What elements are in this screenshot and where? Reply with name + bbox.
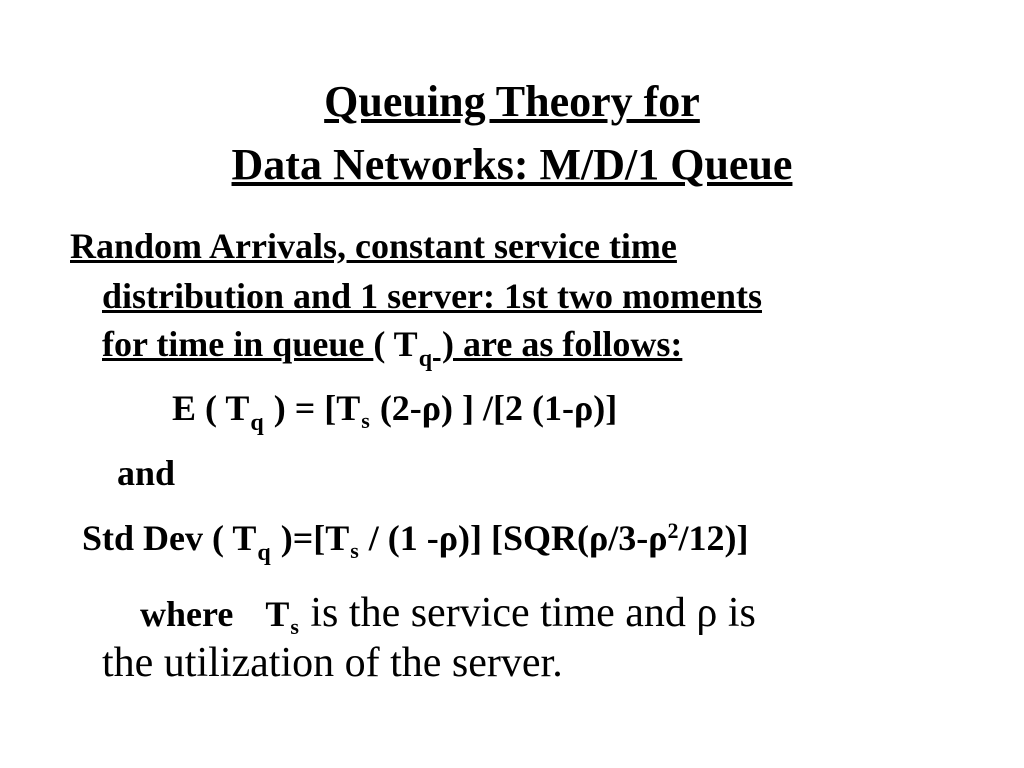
mean-formula-b: ) = [T: [264, 388, 361, 428]
std-formula-d: /12)]: [678, 518, 749, 558]
where-sub-s: s: [290, 614, 299, 639]
intro-line3-a: for time in queue: [102, 324, 374, 364]
intro-line3: [102, 324, 683, 372]
std-dev-formula: [82, 518, 749, 566]
mean-formula-a: E ( T: [172, 388, 250, 428]
std-formula-sub-s: s: [350, 538, 359, 563]
intro-line1: Random Arrivals, constant service time: [70, 226, 677, 266]
std-formula-sub-q: q: [257, 540, 271, 566]
intro-line2: distribution and 1 server: 1st two moments: [102, 276, 762, 316]
and-label: and: [117, 453, 176, 493]
mean-formula: [172, 388, 618, 436]
mean-formula-c: (2-ρ) ] /[2 (1-ρ)]: [370, 388, 618, 428]
mean-formula-sub-s: s: [361, 408, 370, 433]
where-line2: the utilization of the server.: [102, 640, 563, 686]
where-rest: is the service time and ρ is: [299, 590, 756, 636]
std-formula-b: )=[T: [271, 518, 350, 558]
slide-title-line1: Queuing Theory for: [324, 77, 700, 126]
intro-line3-c: ) are as follows:: [433, 324, 683, 364]
where-t: T: [265, 594, 290, 634]
std-formula-a: Std Dev ( T: [82, 518, 257, 558]
std-formula-c: / (1 -ρ)] [SQR(ρ/3-ρ: [359, 518, 668, 558]
intro-line3-tq: ( T: [373, 324, 418, 364]
slide-title-line2: Data Networks: M/D/1 Queue: [231, 140, 793, 189]
where-line1: [140, 590, 756, 639]
where-label: where: [140, 594, 234, 634]
std-formula-sup: 2: [667, 518, 679, 543]
intro-line3-sub-q: q: [418, 346, 433, 372]
mean-formula-sub-q: q: [250, 410, 264, 436]
